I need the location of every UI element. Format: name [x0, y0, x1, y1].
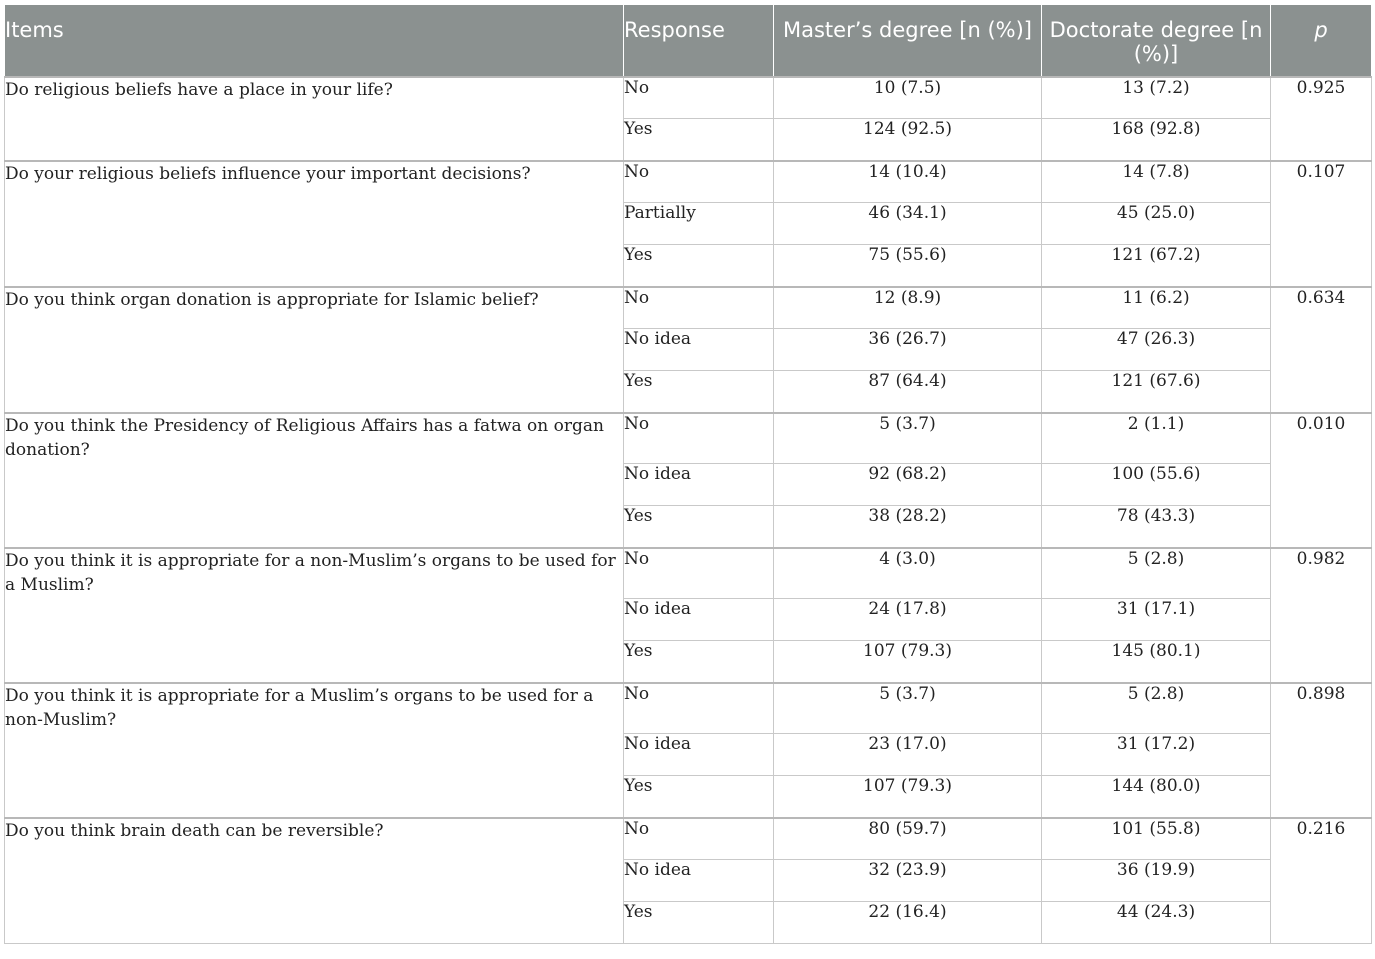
doctorate-cell: 11 (6.2)	[1042, 287, 1271, 329]
group-religious-beliefs-place	[5, 77, 1372, 161]
doctorate-cell: 78 (43.3)	[1042, 506, 1271, 548]
doctorate-cell: 168 (92.8)	[1042, 119, 1271, 161]
p-value: 0.107	[1271, 161, 1372, 287]
item-text: Do you think it is appropriate for a Muslim’s organs to be used for a non-Muslim?	[5, 683, 624, 818]
masters-cell: 5 (3.7)	[774, 683, 1042, 734]
response-cell: No	[624, 161, 774, 203]
response-cell: Yes	[624, 506, 774, 548]
table-row	[5, 818, 1372, 860]
survey-table	[4, 4, 1372, 944]
item-text: Do your religious beliefs influence your important decisions?	[5, 161, 624, 287]
header-masters: Master’s degree [n (%)]	[774, 5, 1042, 77]
doctorate-cell: 100 (55.6)	[1042, 464, 1271, 506]
doctorate-cell: 47 (26.3)	[1042, 329, 1271, 371]
p-value: 0.925	[1271, 77, 1372, 161]
masters-cell: 14 (10.4)	[774, 161, 1042, 203]
doctorate-cell: 121 (67.6)	[1042, 371, 1271, 413]
doctorate-cell: 5 (2.8)	[1042, 683, 1271, 734]
response-cell: No idea	[624, 599, 774, 641]
masters-cell: 22 (16.4)	[774, 902, 1042, 944]
group-organ-donation-islamic	[5, 287, 1372, 413]
doctorate-cell: 13 (7.2)	[1042, 77, 1271, 119]
header-response: Response	[624, 5, 774, 77]
response-cell: Yes	[624, 245, 774, 287]
p-value: 0.634	[1271, 287, 1372, 413]
header-doctorate: Doctorate degree [n (%)]	[1042, 5, 1271, 77]
doctorate-cell: 44 (24.3)	[1042, 902, 1271, 944]
masters-cell: 24 (17.8)	[774, 599, 1042, 641]
p-value: 0.982	[1271, 548, 1372, 683]
group-brain-death	[5, 818, 1372, 944]
masters-cell: 46 (34.1)	[774, 203, 1042, 245]
response-cell: Yes	[624, 641, 774, 683]
item-text: Do you think organ donation is appropriate for Islamic belief?	[5, 287, 624, 413]
header-items: Items	[5, 5, 624, 77]
table-row	[5, 413, 1372, 464]
response-cell: No	[624, 683, 774, 734]
response-cell: Yes	[624, 119, 774, 161]
masters-cell: 107 (79.3)	[774, 776, 1042, 818]
group-fatwa	[5, 413, 1372, 548]
group-religious-influence	[5, 161, 1372, 287]
masters-cell: 38 (28.2)	[774, 506, 1042, 548]
masters-cell: 107 (79.3)	[774, 641, 1042, 683]
table-row	[5, 548, 1372, 599]
response-cell: No idea	[624, 734, 774, 776]
p-value: 0.010	[1271, 413, 1372, 548]
doctorate-cell: 145 (80.1)	[1042, 641, 1271, 683]
table-header	[5, 5, 1372, 77]
response-cell: Yes	[624, 371, 774, 413]
doctorate-cell: 14 (7.8)	[1042, 161, 1271, 203]
response-cell: Yes	[624, 776, 774, 818]
group-muslim-to-non-muslim	[5, 683, 1372, 818]
item-text: Do you think the Presidency of Religious Affairs has a fatwa on organ donation?	[5, 413, 624, 548]
p-value: 0.216	[1271, 818, 1372, 944]
item-text: Do religious beliefs have a place in your life?	[5, 77, 624, 161]
doctorate-cell: 144 (80.0)	[1042, 776, 1271, 818]
group-non-muslim-to-muslim	[5, 548, 1372, 683]
response-cell: Yes	[624, 902, 774, 944]
doctorate-cell: 36 (19.9)	[1042, 860, 1271, 902]
response-cell: No idea	[624, 860, 774, 902]
masters-cell: 36 (26.7)	[774, 329, 1042, 371]
response-cell: No	[624, 818, 774, 860]
response-cell: Partially	[624, 203, 774, 245]
response-cell: No	[624, 287, 774, 329]
item-text: Do you think it is appropriate for a non-Muslim’s organs to be used for a Muslim?	[5, 548, 624, 683]
masters-cell: 92 (68.2)	[774, 464, 1042, 506]
masters-cell: 80 (59.7)	[774, 818, 1042, 860]
masters-cell: 32 (23.9)	[774, 860, 1042, 902]
masters-cell: 12 (8.9)	[774, 287, 1042, 329]
table-row	[5, 77, 1372, 119]
response-cell: No	[624, 548, 774, 599]
masters-cell: 4 (3.0)	[774, 548, 1042, 599]
doctorate-cell: 121 (67.2)	[1042, 245, 1271, 287]
masters-cell: 5 (3.7)	[774, 413, 1042, 464]
response-cell: No idea	[624, 329, 774, 371]
masters-cell: 23 (17.0)	[774, 734, 1042, 776]
response-cell: No	[624, 413, 774, 464]
masters-cell: 124 (92.5)	[774, 119, 1042, 161]
masters-cell: 75 (55.6)	[774, 245, 1042, 287]
doctorate-cell: 2 (1.1)	[1042, 413, 1271, 464]
masters-cell: 10 (7.5)	[774, 77, 1042, 119]
doctorate-cell: 31 (17.2)	[1042, 734, 1271, 776]
response-cell: No	[624, 77, 774, 119]
table-row	[5, 161, 1372, 203]
doctorate-cell: 101 (55.8)	[1042, 818, 1271, 860]
p-value: 0.898	[1271, 683, 1372, 818]
item-text: Do you think brain death can be reversible?	[5, 818, 624, 944]
table-row	[5, 287, 1372, 329]
response-cell: No idea	[624, 464, 774, 506]
doctorate-cell: 31 (17.1)	[1042, 599, 1271, 641]
masters-cell: 87 (64.4)	[774, 371, 1042, 413]
header-p: p	[1271, 5, 1372, 77]
doctorate-cell: 5 (2.8)	[1042, 548, 1271, 599]
doctorate-cell: 45 (25.0)	[1042, 203, 1271, 245]
table-row	[5, 683, 1372, 734]
